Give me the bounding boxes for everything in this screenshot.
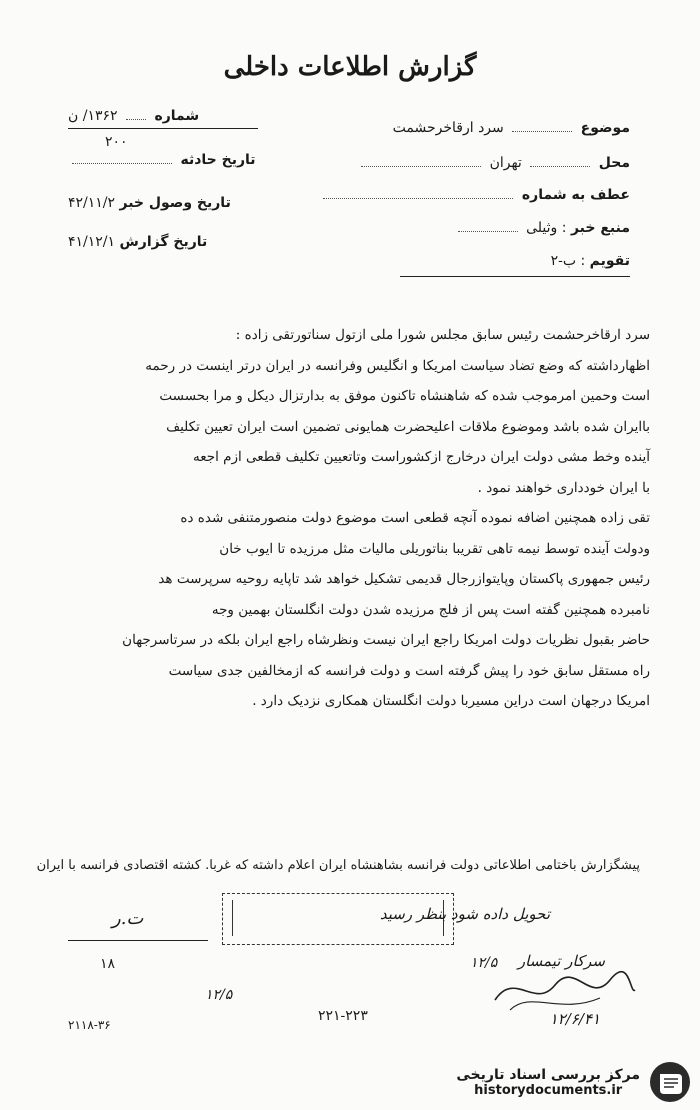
report-date-field [68, 234, 207, 250]
archive-url[interactable]: historydocuments.ir [474, 1082, 623, 1098]
scroll-document-logo-icon [648, 1060, 692, 1104]
body-line: سرد ارقاخرحشمت رئیس سابق مجلس شورا ملی ازتول سناتورتقی زاده : [235, 327, 650, 343]
body-line: اظهارداشته که وضع تضاد سیاست امریکا و انگلیس وفرانسه در ایران درتر اینست در رحمه [145, 357, 650, 374]
received-date-field [68, 195, 231, 211]
annotation-note-2: ۱۲/۵ [470, 955, 498, 971]
document-title: گزارش اطلاعات داخلی [223, 52, 477, 82]
annotation-center-2: ۲۲۱-۲۲۳ [318, 1008, 368, 1024]
body-line: است وحمین امرموجب شده که شاهنشاه تاکنون موفق به بدارتزال دیکل و مرا بحسست [159, 388, 650, 404]
source-label: منبع خبر [570, 220, 630, 236]
annotation-note-3: سرکار تیمسار [517, 952, 605, 970]
received-date-value: ۴۲/۱۱/۲ [68, 195, 116, 211]
number-field [68, 108, 199, 124]
annotation-center-1: ۱۲/۵ [205, 987, 233, 1003]
body-line: تقی زاده همچنین اضافه نموده آنچه قطعی است موضوع دولت منصورمتنفی شده ده [180, 510, 650, 526]
body-last-line: پیشگزارش باختامی اطلاعاتی دولت فرانسه بشاهنشاه ایران اعلام داشته که غربا. کشته اقتصادی فرانسه با ایران [36, 858, 640, 873]
annotation-note-1: تحویل داده شود بنظر رسید [379, 905, 550, 923]
event-date-field [68, 152, 256, 168]
body-line: با ایران خودداری خواهند نمود . [477, 479, 650, 496]
report-body [70, 320, 650, 717]
number-value: ۱۳۶۲/ ن [68, 108, 118, 124]
annotation-left-1: ت.ر [112, 908, 144, 929]
body-line: آینده وخط مشی دولت ایران درخارج ازکشوراست وتاتعیین تکلیف قطعی ازم اجعه [192, 449, 650, 465]
archive-footer [456, 1060, 692, 1104]
grade-label: تقویم [589, 253, 630, 269]
archive-org-name: مرکز بررسی اسناد تاریخی [456, 1066, 640, 1083]
body-line: نامبرده همچنین گفته است پس از فلج مرزیده شدن دولت انگلستان بهمین وجه [211, 601, 650, 618]
signature-scribble [490, 960, 640, 1020]
reference-field [319, 187, 630, 203]
number-rule [68, 128, 258, 129]
report-date-value: ۴۱/۱۲/۱ [68, 234, 116, 250]
source-field: منبع خبر : وثیلی [454, 220, 630, 236]
place-value: تهران [489, 155, 522, 171]
report-date-label: تاریخ گزارش [119, 234, 208, 250]
subject-label: موضوع [580, 120, 630, 136]
annotation-left-2: ۱۸ [100, 956, 116, 972]
number-sub: ۲۰۰ [105, 134, 128, 150]
reference-label: عطف به شماره [521, 187, 630, 203]
event-date-label: تاریخ حادثه [180, 152, 256, 168]
body-line: امریکا درجهان است دراین مسیربا دولت انگلستان همکاری نزدیک دارد . [252, 693, 650, 709]
body-line: باایران شده باشد وموضوع ملاقات اعلیحضرت همایونی تضمین است ایران تعیین تکلیف [166, 418, 650, 435]
annotation-note-4: ۱۲/۶/۴۱ [549, 1010, 600, 1028]
subject-field [393, 120, 630, 136]
annotation-left-rule [68, 940, 208, 941]
body-line: ودولت آینده توسط نیمه تاهی تقریبا بناتوریلی مالیات مثل مرزیده تا ایوب خان [219, 540, 650, 557]
subject-value: سرد ارقاخرحشمت [392, 120, 504, 136]
received-date-label: تاریخ وصول خبر [119, 195, 231, 211]
body-line: حاضر بقبول نظریات دولت امریکا راجع ایران نیست ونظرشاه راجع ایران بلکه در سرتاسرجهان [122, 632, 650, 648]
body-line: راه مستقل سابق خود را پیش گرفته است و دولت فرانسه که ازمخالفین جدی سیاست [168, 662, 650, 679]
place-label: محل [598, 155, 630, 171]
number-label: شماره [154, 108, 200, 124]
grade-value: ب-۲ [550, 253, 577, 269]
body-line: رئیس جمهوری پاکستان وپایتوازرجال قدیمی تشکیل خواهد شد تاپایه روحیه سرپرست هد [158, 571, 650, 587]
document-code: ۲۱۱۸-۳۶ [68, 1018, 111, 1032]
header-rule-right [400, 276, 630, 277]
source-value: وثیلی [526, 220, 558, 236]
place-field [357, 155, 630, 171]
grade-field: تقویم : ب-۲ [550, 253, 630, 269]
